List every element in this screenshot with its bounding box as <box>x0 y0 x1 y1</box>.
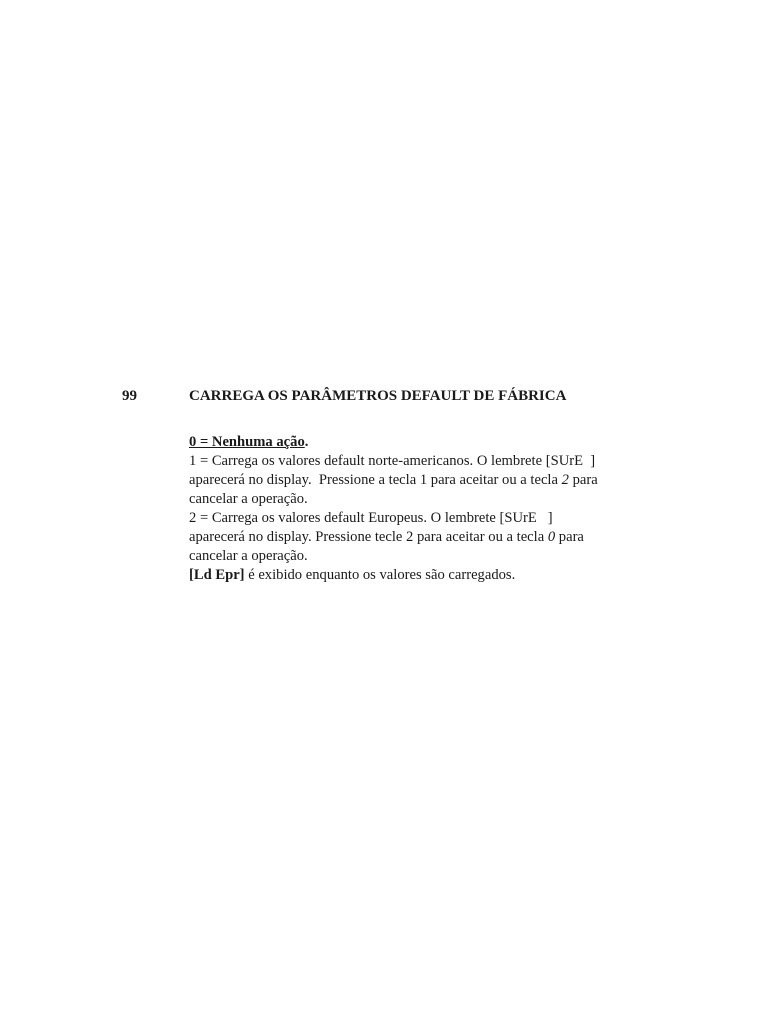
loading-code: [Ld Epr] <box>189 567 245 583</box>
option-2-line-1: 2 = Carrega os valores default Europeus. O lembrete [SUrE ] <box>189 510 553 526</box>
parameter-title: CARREGA OS PARÂMETROS DEFAULT DE FÁBRICA <box>189 388 567 404</box>
parameter-description <box>189 433 659 585</box>
loading-text: é exibido enquanto os valores são carregados. <box>244 567 516 583</box>
option-2-line-3: cancelar a operação. <box>189 548 308 564</box>
option-2-line-2-text: aparecerá no display. Pressione tecle 2 para aceitar ou a tecla <box>189 529 548 545</box>
option-2-line-2 <box>189 528 659 547</box>
loading-line <box>189 566 659 585</box>
option-0-label: 0 = Nenhuma ação <box>189 434 305 450</box>
option-1-line-1: 1 = Carrega os valores default norte-americanos. O lembrete [SUrE ] <box>189 453 596 469</box>
option-1-line-2 <box>189 471 659 490</box>
option-0-trail: . <box>304 434 309 450</box>
option-0-line <box>189 433 659 452</box>
option-1-line-3: cancelar a operação. <box>189 491 308 507</box>
parameter-number: 99 <box>122 388 137 404</box>
option-1-cancel-key: 2 <box>561 472 569 488</box>
option-2-cancel-key: 0 <box>547 529 556 545</box>
option-1-line-2-end: para <box>568 472 598 488</box>
option-2-line-2-end: para <box>555 529 584 545</box>
option-1-line-2-text: aparecerá no display. Pressione a tecla 1 para aceitar ou a tecla <box>189 472 562 488</box>
